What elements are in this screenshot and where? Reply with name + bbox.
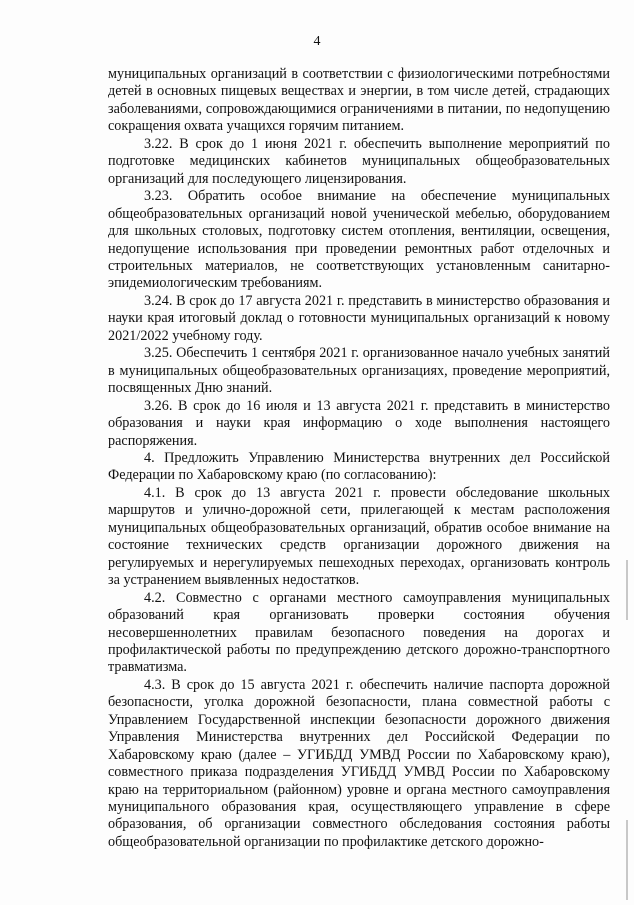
paragraph-3-23: 3.23. Обратить особое внимание на обеспечение муниципальных общеобразовательных организаций новой ученической мебелью, оборудованием для школьных столовых, подготовку систем отопления, вентиляции, освещения, недопущение использования при проведении ремонтных работ отделочных и строительных материалов, не соответствующих установленным санитарно-эпидемиологическим требованиям. <box>108 188 610 292</box>
paragraph-continuation: муниципальных организаций в соответствии с физиологическими потребностями детей в основных пищевых веществах и энергии, в том числе детей, страдающих заболеваниями, сопровождающимися ограничениями в питании, по недопущению сокращения охвата учащихся горячим питанием. <box>108 66 610 135</box>
paragraph-4: 4. Предложить Управлению Министерства внутренних дел Российской Федерации по Хабаровскому краю (по согласованию): <box>108 449 610 484</box>
paragraph-4-3: 4.3. В срок до 15 августа 2021 г. обеспечить наличие паспорта дорожной безопасности, уголка дорожной безопасности, плана совместной работы с Управлением Государственной инспекции безопасности дорожного движения Управления Министерства внутренних дел Российской Федерации по Хабаровскому краю (далее – УГИБДД УМВД России по Хабаровскому краю), совместного приказа подразделения УГИБДД УМВД России по Хабаровскому краю на территориальном (районном) уровне и органа местного самоуправления муниципального образования края, осуществляющего управление в сфере образования, об организации совместного обследования состояния работы общеобразовательной организации по профилактике детского дорожно- <box>108 676 610 850</box>
paragraph-3-26: 3.26. В срок до 16 июля и 13 августа 2021 г. представить в министерство образования и науки края информацию о ходе выполнения настоящего распоряжения. <box>108 397 610 449</box>
page-number: 4 <box>313 34 321 49</box>
paragraph-3-22: 3.22. В срок до 1 июня 2021 г. обеспечить выполнение мероприятий по подготовке медицинских кабинетов муниципальных общеобразовательных организаций для последующего лицензирования. <box>108 135 610 187</box>
document-body <box>108 66 610 851</box>
paragraph-4-1: 4.1. В срок до 13 августа 2021 г. провести обследование школьных маршрутов и улично-дорожной сети, прилегающей к местам расположения муниципальных общеобразовательных организаций, обратив особое внимание на состояние технических средств организации дорожного движения на регулируемых и нерегулируемых пешеходных переходах, организовать контроль за устранением выявленных недостатков. <box>108 484 610 589</box>
paragraph-3-24: 3.24. В срок до 17 августа 2021 г. представить в министерство образования и науки края итоговый доклад о готовности муниципальных организаций к новому 2021/2022 учебному году. <box>108 292 610 344</box>
paragraph-4-2: 4.2. Совместно с органами местного самоуправления муниципальных образований края организовать проверки состояния обучения несовершеннолетних правилам безопасного поведения на дорогах и профилактической работы по предупреждению детского дорожно-транспортного травматизма. <box>108 589 610 676</box>
paragraph-3-25: 3.25. Обеспечить 1 сентября 2021 г. организованное начало учебных занятий в муниципальных общеобразовательных организациях, проведение мероприятий, посвященных Дню знаний. <box>108 345 610 397</box>
scan-edge-shadow <box>626 560 628 620</box>
scan-edge-shadow <box>626 820 628 900</box>
